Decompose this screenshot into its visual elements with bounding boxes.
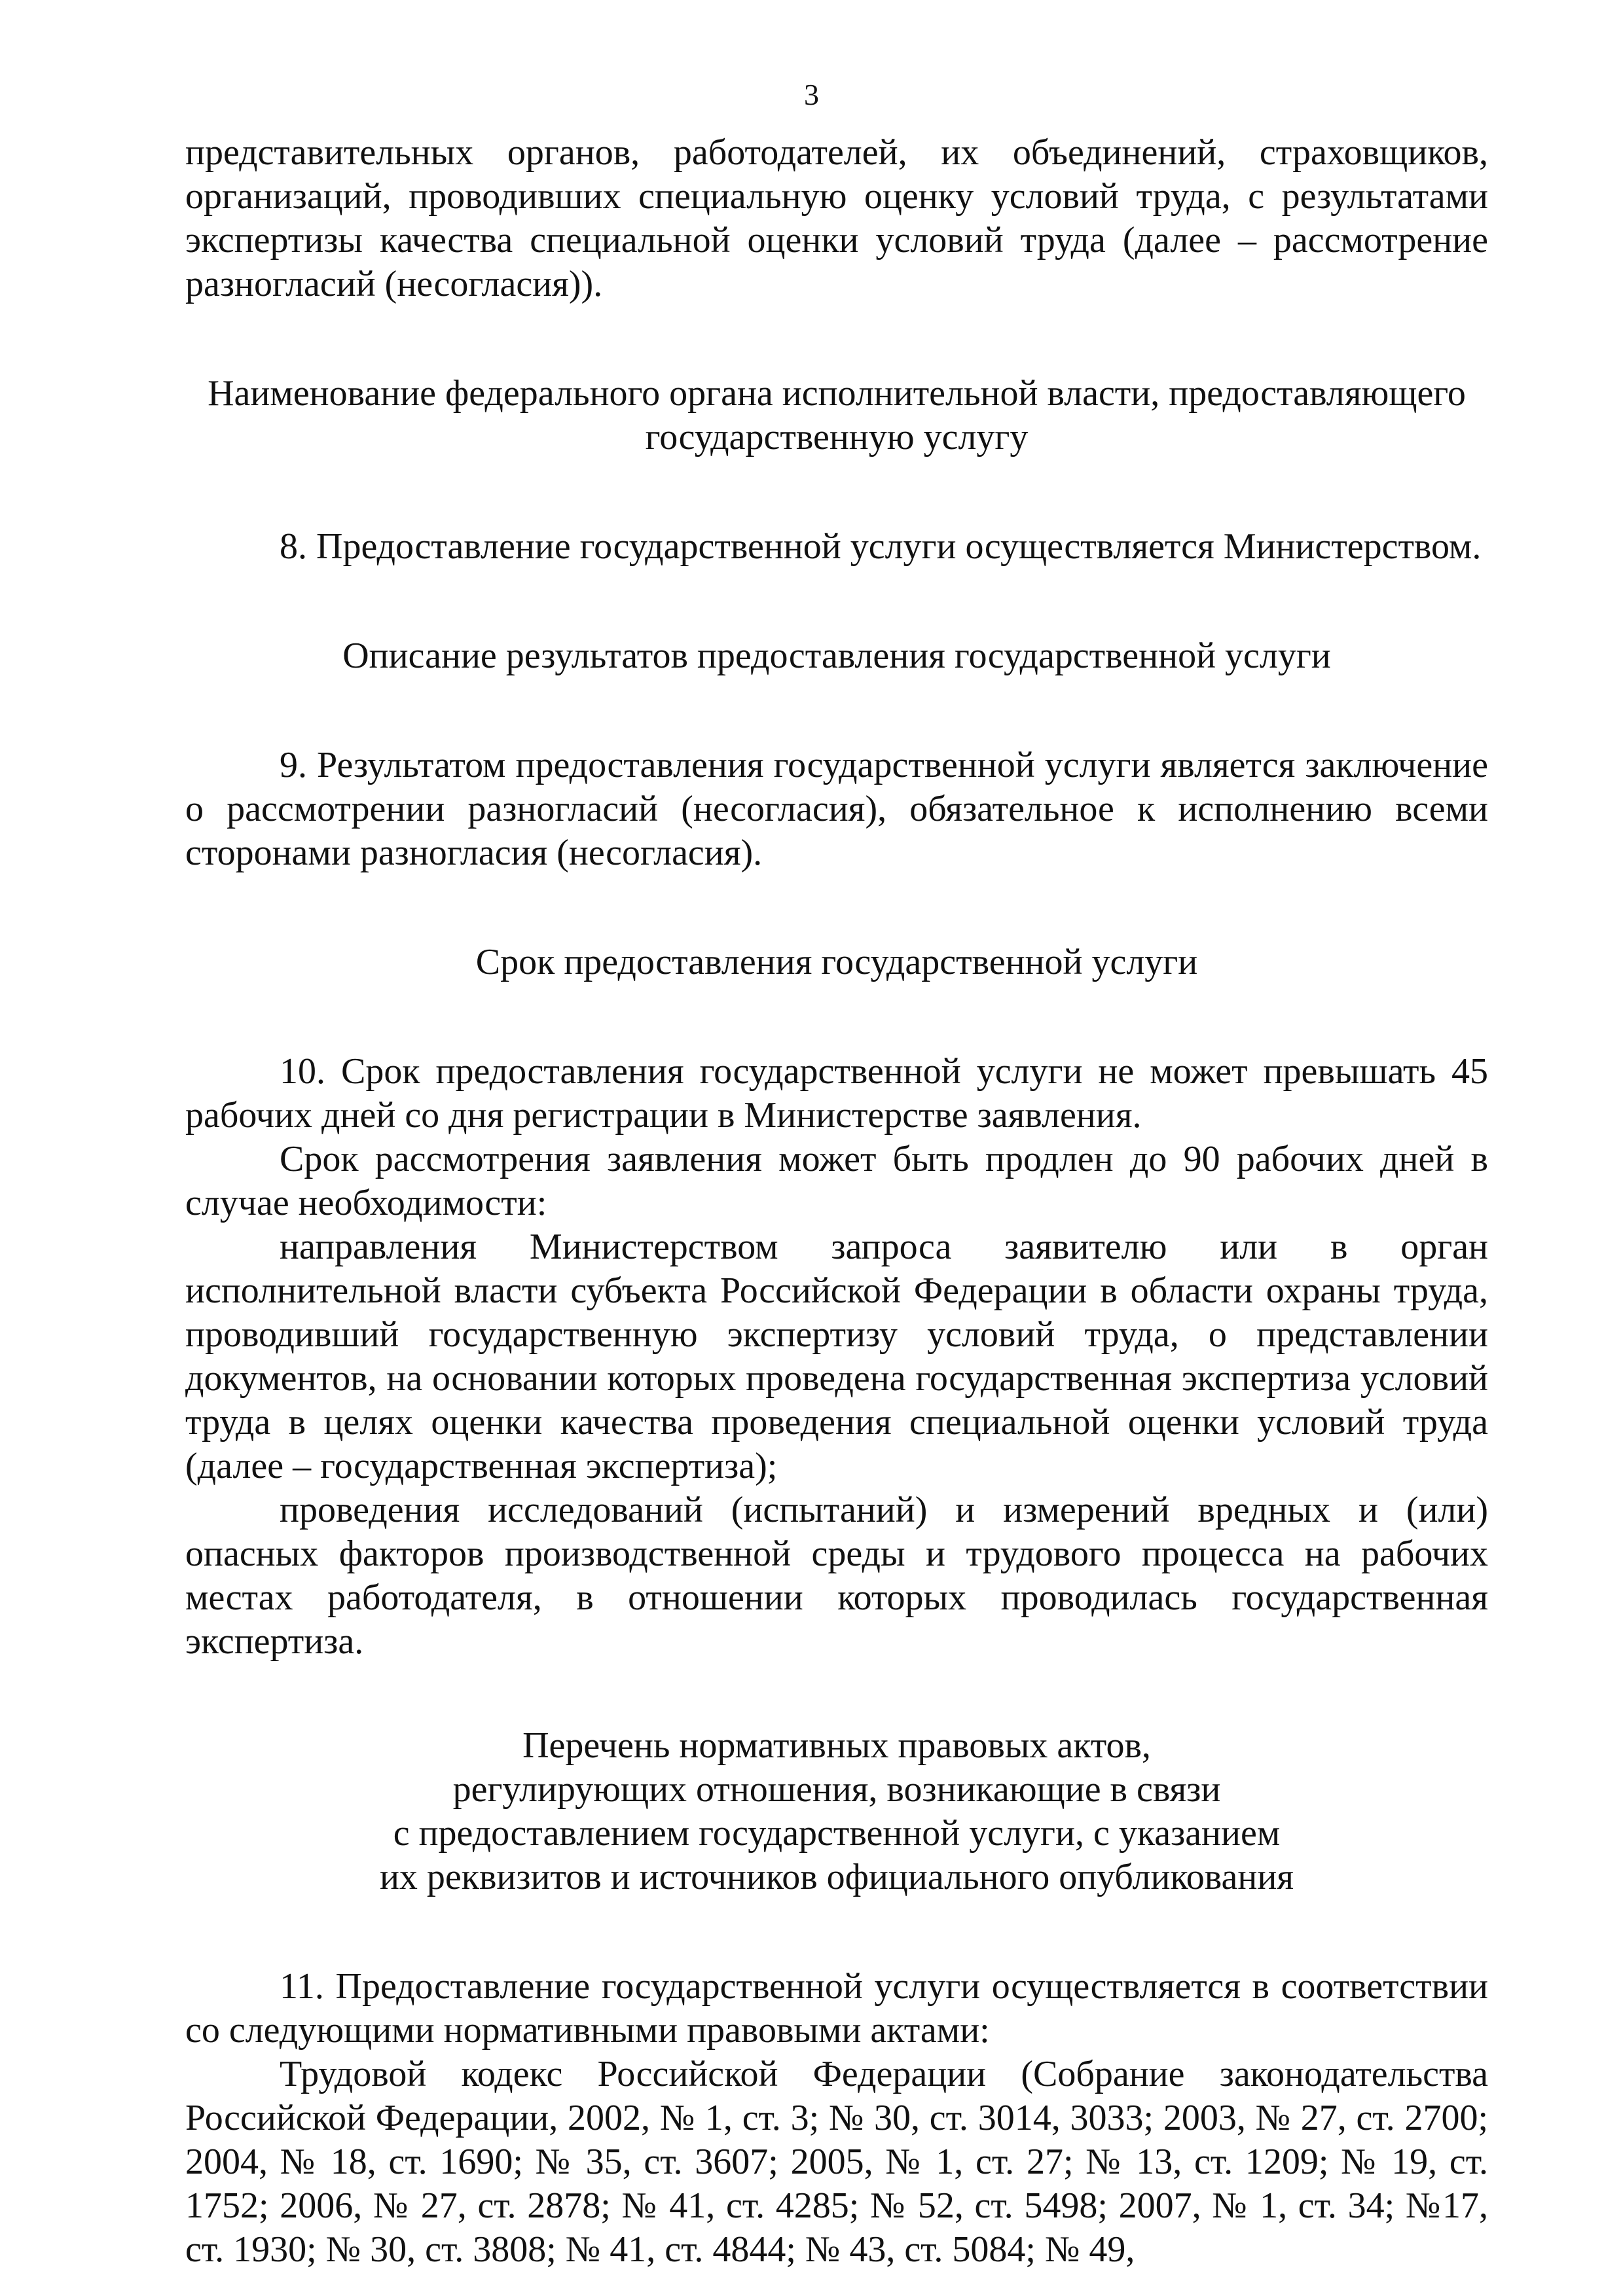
heading-acts-line-4: их реквизитов и источников официального опубликования: [379, 1857, 1294, 1897]
spacer: [185, 459, 1488, 525]
paragraph-10: 10. Срок предоставления государственной услуги не может превышать 45 рабочих дней со дня регистрации в Министерстве заявления.: [185, 1051, 1488, 1136]
spacer: [185, 1664, 1488, 1724]
paragraph-intro: представительных органов, работодателей, их объединений, страховщиков, организаций, проводивших специальную оценку условий труда, с результатами экспертизы качества специальной оценки условий труда (далее – рассмотрение разногласий (несогласия)).: [185, 132, 1488, 304]
spacer: [185, 984, 1488, 1050]
spacer: [185, 306, 1488, 372]
document-body: [185, 131, 1488, 2272]
spacer: [185, 1899, 1488, 1965]
paragraph-9: 9. Результатом предоставления государственной услуги является заключение о рассмотрении разногласий (несогласия), обязательное к исполнению всеми сторонами разногласия (несогласия).: [185, 745, 1488, 873]
paragraph-8: 8. Предоставление государственной услуги осуществляется Министерством.: [280, 526, 1482, 567]
paragraph-11-labor-code: Трудовой кодекс Российской Федерации (Собрание законодательства Российской Федерации, 2002, № 1, ст. 3; № 30, ст. 3014, 3033; 2003, № 27, ст. 2700; 2004, № 18, ст. 1690; № 35, ст. 3607; 2005, № 1, ст. 27; № 13, ст. 1209; № 19, ст. 1752; 2006, № 27, ст. 2878; № 41, ст. 4285; № 52, ст. 5498; 2007, № 1, ст. 34; №17, ст. 1930; № 30, ст. 3808; № 41, ст. 4844; № 43, ст. 5084; № 49,: [185, 2054, 1488, 2270]
paragraph-10-item-research: проведения исследований (испытаний) и измерений вредных и (или) опасных факторов производственной среды и трудового процесса на рабочих местах работодателя, в отношении которых проводилась государственная экспертиза.: [185, 1490, 1488, 1662]
paragraph-11: 11. Предоставление государственной услуги осуществляется в соответствии со следующими нормативными правовыми актами:: [185, 1966, 1488, 2051]
paragraph-10-item-request: направления Министерством запроса заявителю или в орган исполнительной власти субъекта Российской Федерации в области охраны труда, проводивший государственную экспертизу условий труда, о представлении документов, на основании которых проведена государственная экспертиза условий труда в целях оценки качества проведения специальной оценки условий труда (далее – государственная экспертиза);: [185, 1227, 1488, 1486]
heading-term: Срок предоставления государственной услуги: [475, 942, 1198, 982]
spacer: [185, 875, 1488, 941]
spacer: [185, 569, 1488, 634]
heading-results: Описание результатов предоставления государственной услуги: [342, 636, 1331, 676]
page-number: 3: [804, 78, 819, 111]
heading-acts-line-3: с предоставлением государственной услуги, с указанием: [393, 1813, 1281, 1854]
heading-federal-organ: Наименование федерального органа исполнительной власти, предоставляющего государственную услугу: [208, 373, 1466, 457]
spacer: [185, 678, 1488, 744]
heading-acts-line-1: Перечень нормативных правовых актов,: [522, 1725, 1151, 1766]
paragraph-10-extension: Срок рассмотрения заявления может быть продлен до 90 рабочих дней в случае необходимости:: [185, 1139, 1488, 1223]
heading-acts-line-2: регулирующих отношения, возникающие в связи: [452, 1769, 1221, 1810]
